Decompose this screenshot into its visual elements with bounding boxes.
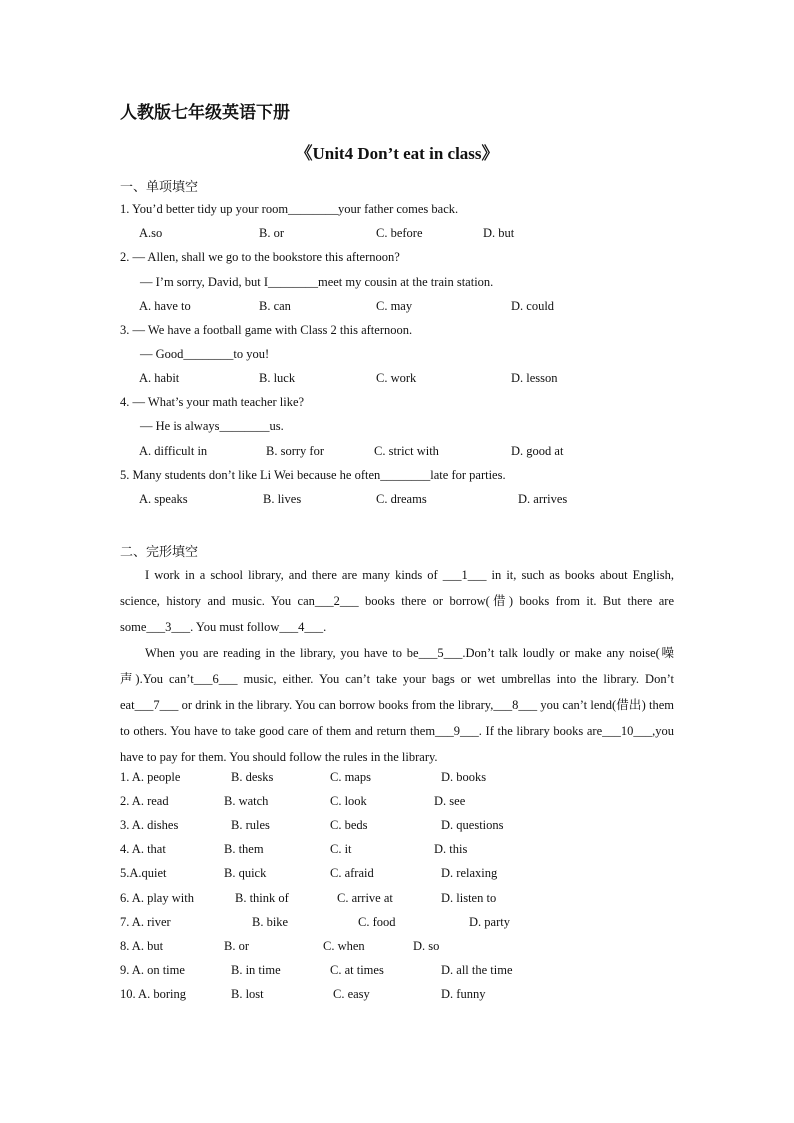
cloze-answer-10-b: B. lost [231, 987, 264, 1001]
cloze-answer-6-d: D. listen to [441, 891, 497, 905]
cloze-answer-5-b: B. quick [224, 866, 267, 880]
cloze-paragraph-1: I work in a school library, and there are many kinds of ___1___ in it, such as books about English, science, history and music. You can___2___ books there or borrow(借) books from it. But there are some___3___. You must follow___4___. [120, 568, 674, 634]
cloze-answer-8-b: B. or [224, 939, 249, 953]
cloze-paragraph-2: When you are reading in the library, you have to be___5___.Don’t talk loudly or make any noise(噪声).You can’t___6___ music, either. You can’t take your bags or wet umbrellas into the library. Don’t eat___7___ or drink in the library. You can borrow books from the library,___8___ you can’t lend(借出) them to others. You have to take good care of them and return them___9___. If the library books are___10___,you have to pay for them. You should follow the rules in the library. [120, 646, 674, 764]
cloze-answer-5-c: C. afraid [330, 866, 374, 880]
cloze-answer-7-a: 7. A. river [120, 915, 171, 929]
cloze-answer-10-c: C. easy [333, 987, 370, 1001]
cloze-answer-7-b: B. bike [252, 915, 289, 929]
question-1-option-a: A.so [139, 226, 163, 240]
question-4-option-b: B. sorry for [266, 444, 324, 458]
cloze-answer-4-a: 4. A. that [120, 842, 166, 856]
cloze-answer-6-a: 6. A. play with [120, 891, 194, 905]
cloze-answer-9-c: C. at times [330, 963, 384, 977]
document-header-title: 人教版七年级英语下册 [120, 103, 290, 122]
cloze-answer-1-b: B. desks [231, 770, 274, 784]
cloze-answer-3-a: 3. A. dishes [120, 818, 179, 832]
question-1-option-c: C. before [376, 226, 423, 240]
question-5-option-b: B. lives [263, 492, 302, 506]
cloze-answer-5-a: 5.A.quiet [120, 866, 167, 880]
cloze-answer-1-d: D. books [441, 770, 487, 784]
cloze-answer-6-c: C. arrive at [337, 891, 393, 905]
cloze-answer-10-d: D. funny [441, 987, 486, 1001]
question-5-option-c: C. dreams [376, 492, 427, 506]
question-3-option-c: C. work [376, 371, 417, 385]
question-4-option-a: A. difficult in [139, 444, 208, 458]
question-2-option-c: C. may [376, 299, 413, 313]
section-heading-cloze: 二、完形填空 [120, 544, 199, 559]
question-3-option-a: A. habit [139, 371, 180, 385]
question-2-line2: — I’m sorry, David, but I________meet my cousin at the train station. [140, 275, 494, 289]
section-heading-single-choice: 一、单项填空 [120, 179, 199, 194]
question-5-option-d: D. arrives [518, 492, 568, 506]
cloze-answer-8-c: C. when [323, 939, 365, 953]
cloze-answer-1-a: 1. A. people [120, 770, 181, 784]
question-1-option-b: B. or [259, 226, 284, 240]
question-4-option-c: C. strict with [374, 444, 439, 458]
question-4-line2: — He is always________us. [140, 419, 284, 433]
question-3-option-d: D. lesson [511, 371, 558, 385]
cloze-answer-2-c: C. look [330, 794, 367, 808]
question-3-stem: 3. — We have a football game with Class 2 this afternoon. [120, 323, 413, 337]
cloze-answer-9-a: 9. A. on time [120, 963, 185, 977]
cloze-answer-1-c: C. maps [330, 770, 371, 784]
cloze-answer-8-d: D. so [413, 939, 440, 953]
cloze-answer-5-d: D. relaxing [441, 866, 498, 880]
cloze-answer-10-a: 10. A. boring [120, 987, 186, 1001]
cloze-answer-4-d: D. this [434, 842, 468, 856]
question-5-option-a: A. speaks [139, 492, 188, 506]
cloze-answer-9-d: D. all the time [441, 963, 513, 977]
cloze-passage [120, 562, 674, 770]
question-4-stem: 4. — What’s your math teacher like? [120, 395, 305, 409]
cloze-answer-7-d: D. party [469, 915, 510, 929]
cloze-answer-4-c: C. it [330, 842, 352, 856]
question-2-stem: 2. — Allen, shall we go to the bookstore this afternoon? [120, 250, 400, 264]
question-4-option-d: D. good at [511, 444, 564, 458]
cloze-answer-3-b: B. rules [231, 818, 270, 832]
unit-title: 《Unit4 Don’t eat in class》 [295, 144, 499, 163]
cloze-answer-9-b: B. in time [231, 963, 281, 977]
question-2-option-a: A. have to [139, 299, 191, 313]
cloze-answer-3-d: D. questions [441, 818, 504, 832]
cloze-answer-2-a: 2. A. read [120, 794, 169, 808]
question-1-stem: 1. You’d better tidy up your room________your father comes back. [120, 202, 459, 216]
question-3-line2: — Good________to you! [140, 347, 270, 361]
question-2-option-b: B. can [259, 299, 291, 313]
cloze-answer-8-a: 8. A. but [120, 939, 164, 953]
cloze-answer-2-b: B. watch [224, 794, 269, 808]
cloze-answer-4-b: B. them [224, 842, 264, 856]
question-2-option-d: D. could [511, 299, 555, 313]
cloze-answer-6-b: B. think of [235, 891, 289, 905]
question-1-option-d: D. but [483, 226, 515, 240]
cloze-answer-2-d: D. see [434, 794, 466, 808]
cloze-answer-3-c: C. beds [330, 818, 368, 832]
cloze-answer-7-c: C. food [358, 915, 396, 929]
question-5-stem: 5. Many students don’t like Li Wei because he often________late for parties. [120, 468, 506, 482]
question-3-option-b: B. luck [259, 371, 296, 385]
